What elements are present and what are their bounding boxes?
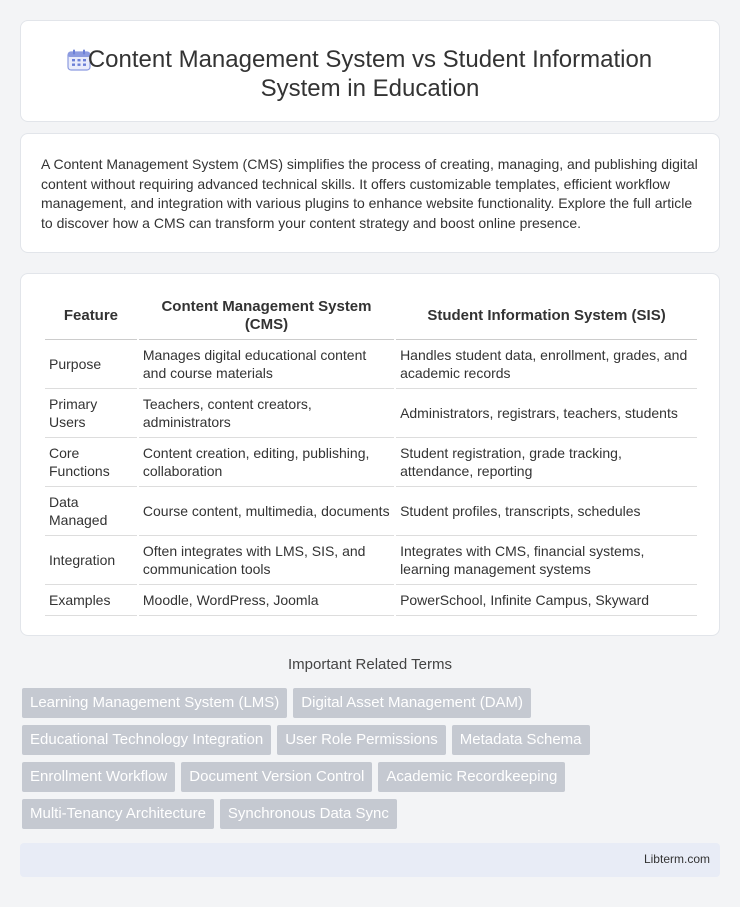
related-terms-list — [22, 688, 722, 836]
comparison-card — [20, 273, 720, 636]
row-sis: Student registration, grade tracking, attendance, reporting — [396, 438, 697, 487]
table-row — [45, 438, 697, 487]
row-feature: Primary Users — [45, 389, 137, 438]
row-cms: Moodle, WordPress, Joomla — [139, 585, 394, 616]
page-title: Content Management System vs Student Information System in Education — [87, 46, 653, 102]
table-header-row — [45, 292, 697, 340]
table-row — [45, 487, 697, 536]
tag-row — [22, 762, 722, 792]
related-term-tag[interactable]: Learning Management System (LMS) — [22, 688, 287, 718]
row-cms: Content creation, editing, publishing, collaboration — [139, 438, 394, 487]
table-row — [45, 340, 697, 389]
related-terms-heading: Important Related Terms — [288, 656, 452, 673]
tag-row — [22, 725, 722, 755]
tag-row — [22, 688, 722, 718]
header-sis: Student Information System (SIS) — [396, 292, 697, 340]
related-term-tag[interactable]: Metadata Schema — [452, 725, 590, 755]
table-row — [45, 536, 697, 585]
tag-row — [22, 799, 722, 829]
table-row — [45, 585, 697, 616]
row-cms: Course content, multimedia, documents — [139, 487, 394, 536]
intro-paragraph: A Content Management System (CMS) simplifies the process of creating, managing, and publishing digital content without requiring advanced technical skills. It offers customizable templates, efficient workflow management, and integration with various plugins to enhance website functionality. Explore the full article to discover how a CMS can transform your content strategy and boost online presence. — [41, 156, 698, 231]
row-feature: Core Functions — [45, 438, 137, 487]
related-term-tag[interactable]: Enrollment Workflow — [22, 762, 175, 792]
row-sis: Administrators, registrars, teachers, students — [396, 389, 697, 438]
row-sis: Handles student data, enrollment, grades, and academic records — [396, 340, 697, 389]
related-term-tag[interactable]: Digital Asset Management (DAM) — [293, 688, 531, 718]
header-feature: Feature — [45, 292, 137, 340]
row-sis: Integrates with CMS, financial systems, learning management systems — [396, 536, 697, 585]
related-term-tag[interactable]: Multi-Tenancy Architecture — [22, 799, 214, 829]
row-cms: Teachers, content creators, administrators — [139, 389, 394, 438]
table-row — [45, 389, 697, 438]
footer-bar — [20, 843, 720, 877]
related-term-tag[interactable]: User Role Permissions — [277, 725, 446, 755]
related-term-tag[interactable]: Synchronous Data Sync — [220, 799, 397, 829]
header-cms: Content Management System (CMS) — [139, 292, 394, 340]
intro-card — [20, 133, 720, 253]
row-sis: PowerSchool, Infinite Campus, Skyward — [396, 585, 697, 616]
row-feature: Integration — [45, 536, 137, 585]
row-cms: Manages digital educational content and course materials — [139, 340, 394, 389]
title-card — [20, 20, 720, 122]
footer-site-link[interactable]: Libterm.com — [643, 852, 710, 866]
row-sis: Student profiles, transcripts, schedules — [396, 487, 697, 536]
comparison-table — [43, 292, 699, 616]
related-term-tag[interactable]: Document Version Control — [181, 762, 372, 792]
row-feature: Examples — [45, 585, 137, 616]
related-term-tag[interactable]: Educational Technology Integration — [22, 725, 271, 755]
row-feature: Purpose — [45, 340, 137, 389]
row-feature: Data Managed — [45, 487, 137, 536]
row-cms: Often integrates with LMS, SIS, and communication tools — [139, 536, 394, 585]
related-term-tag[interactable]: Academic Recordkeeping — [378, 762, 565, 792]
